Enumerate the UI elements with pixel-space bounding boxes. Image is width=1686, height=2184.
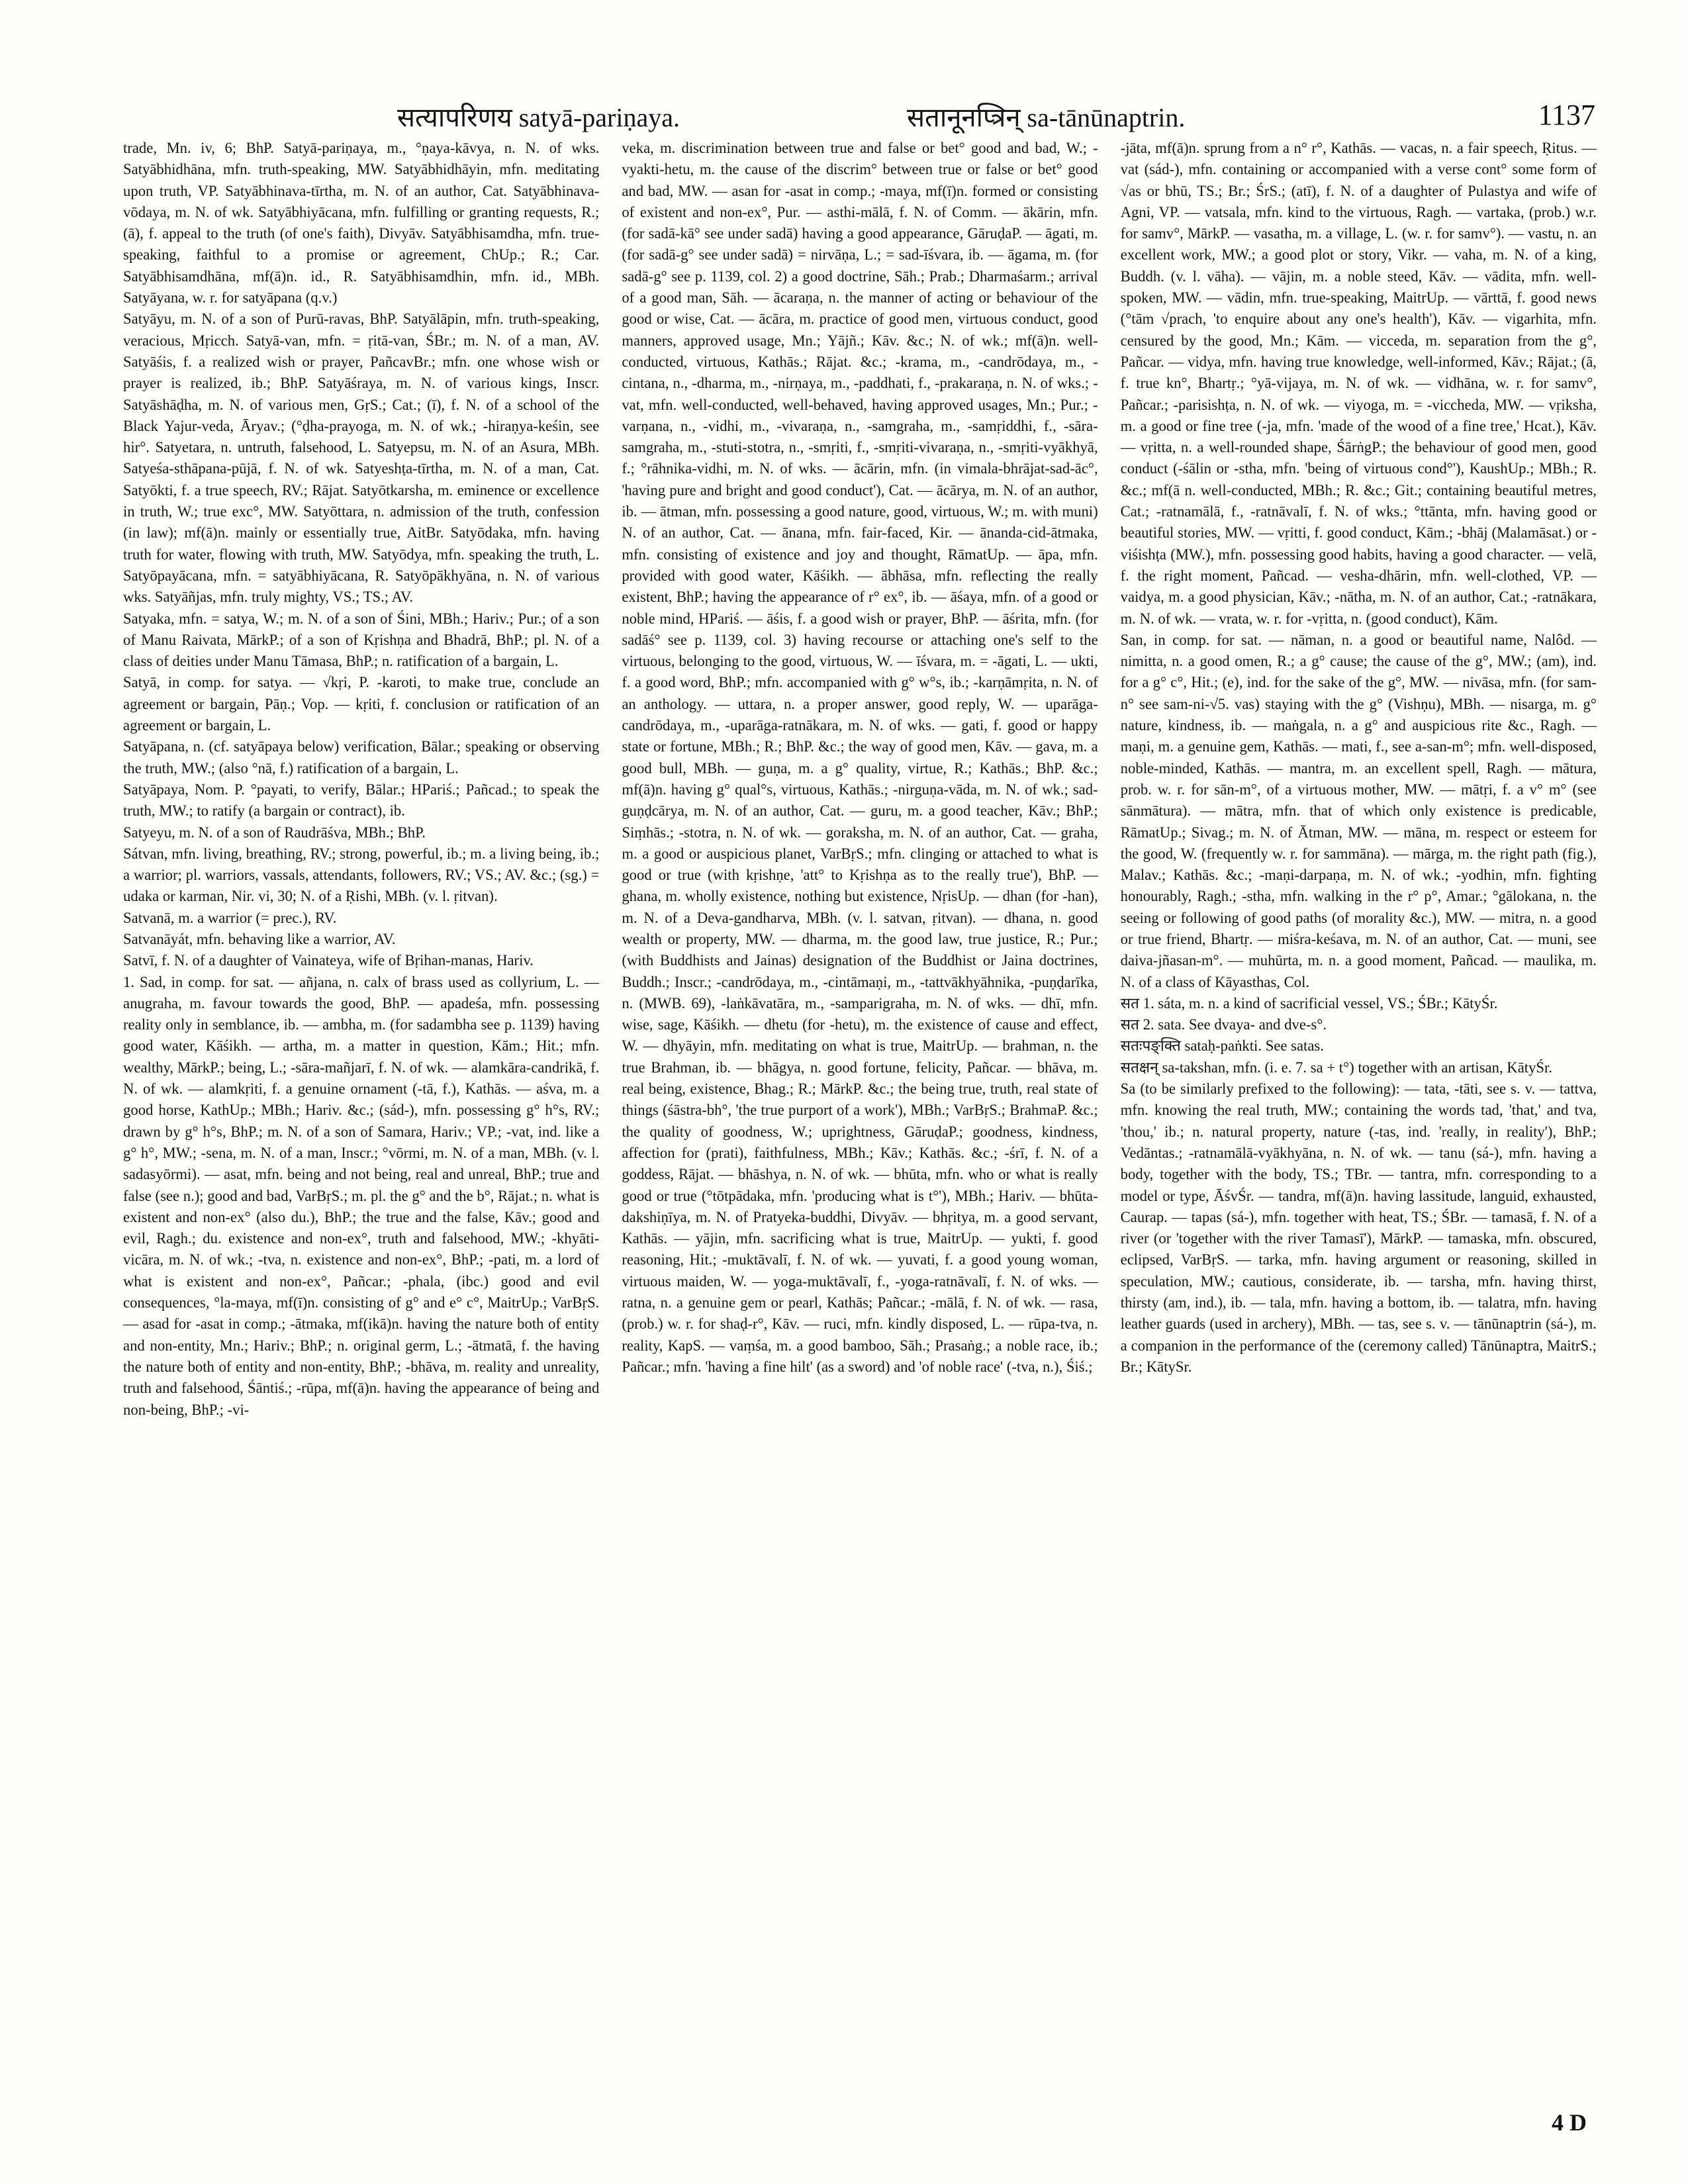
- page-number: 1137: [1538, 99, 1595, 131]
- entry-paragraph: सत 2. sata. See dvaya- and dve-s°.: [1120, 1016, 1327, 1033]
- entry-paragraph: Satyāpana, n. (cf. satyāpaya below) verification, Bālar.; speaking or observing the truth, MW.; (also °nā, f.) ratification of a bargain, L.: [123, 738, 600, 777]
- entry-paragraph: सतःपङ्क्ति sataḥ-paṅkti. See satas.: [1120, 1037, 1324, 1055]
- signature-mark: 4 D: [1552, 2109, 1587, 2136]
- entry-paragraph: सत 1. sáta, m. n. a kind of sacrificial vessel, VS.; ŚBr.; KātyŚr.: [1120, 994, 1498, 1012]
- entry-paragraph: Satvanāyát, mfn. behaving like a warrior, AV.: [123, 930, 396, 947]
- text-columns: [123, 138, 1597, 2124]
- entry-paragraph: Satyāyu, m. N. of a son of Purū-ravas, BhP. Satyālāpin, mfn. truth-speaking, veracious, Mṛicch. Satyā-van, mfn. = ṛitā-van, ŚBr.; m. N. of a man, AV. Satyāśis, f. a realized wish or prayer, PañcavBr.; mfn. one whose wish or prayer is realized, ib.; BhP. Satyāśraya, m. N. of various kings, Inscr. Satyāshāḍha, m. N. of various men, GṛS.; Cat.; (ī), f. N. of a school of the Black Yajur-veda, Āryav.; (°ḍha-prayoga, m. N. of wk.; -hiraṇya-keśin, see hir°. Satyetara, n. untruth, falsehood, L. Satyepsu, m. N. of an Asura, MBh. Satyeśa-sthāpana-pūjā, f. N. of wk. Satyeshṭa-tīrtha, m. N. of a man, Cat. Satyōkti, f. a true speech, RV.; Rājat. Satyōtkarsha, m. eminence or excellence in truth, W.; true exc°, MW. Satyōttara, n. admission of the truth, confession (in law); mf(ā)n. mainly or essentially true, AitBr. Satyōdaka, mfn. having truth for water, flowing with truth, MW. Satyōdya, mfn. speaking the truth, L. Satyōpayācana, mfn. = satyābhiyācana, R. Satyōpākhyāna, n. N. of various wks. Satyāñjas, mfn. truly mighty, VS.; TS.; AV.: [123, 310, 600, 606]
- right-running-headword: सतानूनप्त्रिन् sa-tānūnaptrin.: [907, 103, 1186, 132]
- page-header: [119, 98, 1595, 138]
- entry-paragraph: Sa (to be similarly prefixed to the following): — tata, -tāti, see s. v. — tattva, mfn. knowing the real truth, MW.; containing the words tad, 'that,' and tva, 'thou,' ib.; n. natural property, nature (-tas, ind. 'really, in reality'), BhP.; Vedāntas.; -ratnamālā-vyākhyāna, n. N. of wk. — tanu (sá-), mfn. having a body, together with the body, TS.; TBr. — tantra, mfn. corresponding to a model or type, ĀśvŚr. — tandra, mf(ā)n. having lassitude, languid, exhausted, Caurap. — tapas (sá-), mfn. together with heat, TS.; ŚBr. — tamasā, f. N. of a river (or 'together with the river Tamasī'), MārkP. — tamaska, mfn. obscured, eclipsed, VarBṛS. — tarka, mfn. having argument or reasoning, skilled in speculation, MW.; cautious, considerate, ib. — tarsha, mfn. having thirst, thirsty (am, ind.), ib. — tala, mfn. having a bottom, ib. — talatra, mfn. having leather guards (used in archery), MBh. — tas, see s. v. — tānūnaptrin (sá-), m. a companion in the performance of the (ceremony called) Tānūnaptra, MaitrS.; Br.; KātySr.: [1120, 1080, 1597, 1375]
- column-3: [1121, 138, 1597, 2124]
- entry-paragraph: Satvī, f. N. of a daughter of Vainateya, wife of Bṛihan-manas, Hariv.: [123, 952, 534, 969]
- column-1: [123, 138, 599, 2124]
- entry-paragraph: veka, m. discrimination between true and false or bet° good and bad, W.; -vyakti-hetu, m. the cause of the discrim° between true or false or bet° good and bad, MW. — asan for -asat in comp.; -maya, mf(ī)n. formed or consisting of existent and non-ex°, Pur. — asthi-mālā, f. N. of Comm. — ākārin, mfn. (for sadā-kā° see under sadā) having a good appearance, GāruḍaP. — āgati, m. (for sadā-g° see under sadā) = nirvāṇa, L.; = sad-īśvara, ib. — āgama, m. (for sadā-g° see p. 1139, col. 2) a good doctrine, Sāh.; Prab.; Dharmaśarm.; arrival of a good man, Sāh. — ācaraṇa, n. the manner of acting or behaviour of the good or wise, Cat. — ācāra, m. practice of good men, virtuous conduct, good manners, approved usage, Mn.; Yājñ.; Kāv. &c.; N. of wk.; mf(ā)n. well-conducted, virtuous, Kathās.; Rājat. &c.; -krama, m., -candrōdaya, m., -cintana, n., -dharma, m., -nirṇaya, m., -paddhati, f., -prakaraṇa, n. N. of wks.; -vat, mfn. well-conducted, well-behaved, having approved usages, Mn.; Pur.; -varṇana, n., -vidhi, m., -vivaraṇa, n., -samgraha, m., -samṛiddhi, f., -sāra-samgraha, m., -stuti-stotra, n., -smṛiti, f., -smṛiti-vivaraṇa, n., -smṛiti-vyākhyā, f.; °rāhnika-vidhi, m. N. of wks. — ācārin, mfn. (in vimala-bhrājat-sad-āc°, 'having pure and bright and good conduct'), Cat. — ācārya, m. N. of an author, ib. — ātman, mfn. possessing a good nature, good, virtuous, W.; m. with muni) N. of an author, Cat. — ānana, mfn. fair-faced, Kir. — ānanda-cid-ātmaka, mfn. consisting of existence and joy and thought, RāmatUp. — āpa, mfn. provided with good water, Kāśikh. — ābhāsa, mfn. reflecting the really existent, BhP.; having the appearance of r° ex°, ib. — āśaya, mfn. of a good or noble mind, HPariś. — āśis, f. a good wish or prayer, BhP. — āśrita, mfn. (for sadāś° see p. 1139, col. 3) having recourse or attaching one's self to the virtuous, belonging to the good, virtuous, W. — īśvara, m. = -āgati, L. — ukti, f. a good word, BhP.; mfn. accompanied with g° w°s, ib.; -karṇāmṛita, n. N. of an anthology. — uttara, n. a proper answer, good reply, W. — uparāga-candrōdaya, m., -uparāga-ratnākara, m. N. of wks. — gati, f. good or happy state or fortune, MBh.; R.; BhP. &c.; the way of good men, Kāv. — gava, m. a good bull, MBh. — guṇa, m. a g° quality, virtue, R.; Kathās.; BhP. &c.; mf(ā)n. having g° qual°s, virtuous, Kathās.; -nirguṇa-vāda, m. N. of wk.; sad-guṇḍcārya, m. N. of an author, Cat. — guru, m. a good teacher, Kāv.; BhP.; Siṃhās.; -stotra, n. N. of wk. — goraksha, m. N. of an author, Cat. — graha, m. a good or auspicious planet, VarBṛS.; mfn. clinging or attached to what is good or true (with kṛishṇe, 'att° to Kṛishṇa as to the really true'), BhP. — ghana, m. wholly existence, nothing but existence, NṛisUp. — dhan (for -han), m. N. of a Deva-gandharva, MBh. (v. l. satvan, ṛitvan). — dhana, n. good wealth or property, MW. — dharma, m. the good law, true justice, R.; Pur.; (with Buddhists and Jainas) designation of the Buddhist or Jaina doctrines, Buddh.; Inscr.; -candrōdaya, m., -cintāmaṇi, m., -tattvākhyāhnika, -puṇḍarīka, n. (MWB. 69), -laṅkāvatāra, m., -samparigraha, m. N. of wks. — dhī, mfn. wise, sage, Kāśikh. — dhetu (for -hetu), m. the existence of cause and effect, W. — dhyāyin, mfn. meditating on what is true, MaitrUp. — brahman, n. the true Brahman, ib. — bhāgya, n. good fortune, felicity, Pañcar. — bhāva, m. real being, existence, Bhag.; R.; MārkP. &c.; the being true, truth, real state of things (śāstra-bh°, 'the true purport of a work'), MBh.; VarBṛS.; BrahmaP. &c.; the quality of goodness, W.; uprightness, GāruḍaP.; goodness, kindness, affection for (prati), faithfulness, MBh.; Kāv.; Kathās. &c.; -śrī, f. N. of a goddess, Rājat. — bhāshya, n. N. of wk. — bhūta, mfn. who or what is really good or true (°tōtpādaka, mfn. 'producing what is t°'), MBh.; Hariv. — bhūta-dakshiṇīya, m. N. of Pratyeka-buddhi, Divyāv. — bhṛitya, m. a good servant, Kathās. — yājin, mfn. sacrificing what is true, MaitrUp. — yukti, f. good reasoning, Hit.; -muktāvalī, f. N. of wk. — yuvati, f. a good young woman, virtuous maiden, W. — yoga-muktāvalī, f., -yoga-ratnāvalī, f. N. of wks. — ratna, n. a genuine gem or pearl, Kathās; Pañcar.; -mālā, f. N. of wk. — rasa, (prob.) w. r. for shaḍ-r°, Kāv. — ruci, mfn. kindly disposed, L. — rūpa-tva, n. reality, KapS. — vaṃśa, m. a good bamboo, Sāh.; Prasaṅg.; a noble race, ib.; Pañcar.; mfn. 'having a fine hilt' (as a sword) and 'of noble race' (-tva, n.), Śiś.;: [622, 140, 1098, 1375]
- entry-paragraph: Satyeyu, m. N. of a son of Raudrāśva, MBh.; BhP.: [123, 824, 426, 841]
- left-running-headword: सत्यापरिणय satyā-pariṇaya.: [397, 103, 680, 132]
- column-2: [622, 138, 1098, 2124]
- entry-paragraph: Sátvan, mfn. living, breathing, RV.; strong, powerful, ib.; m. a living being, ib.; a warrior; pl. warriors, vassals, attendants, followers, RV.; VS.; AV. &c.; (sg.) = udaka or karman, Nir. vi, 30; N. of a Ṛishi, MBh. (v. l. ṛitvan).: [123, 845, 600, 905]
- entry-paragraph: 1. Sad, in comp. for sat. — añjana, n. calx of brass used as collyrium, L. — anugraha, m. favour towards the good, BhP. — apadeśa, mfn. possessing reality only in semblance, ib. — ambha, m. (for sadambha see p. 1139) having good water, Kāśikh. — artha, m. a matter in question, Kām.; Hit.; mfn. wealthy, MārkP.; being, L.; -sāra-mañjarī, f. N. of wk. — alamkāra-candrikā, f. N. of wk. — alamkṛiti, f. a genuine ornament (-tā, f.), Kathās. — aśva, m. a good horse, KathUp.; MBh.; Hariv. &c.; (sád-), mfn. possessing g° h°s, RV.; drawn by g° h°s, BhP.; m. N. of a son of Samara, Hariv.; VP.; -vat, ind. like a g° h°, MW.; -sena, m. N. of a man, Inscr.; °vōrmi, m. N. of a man, MBh. (v. l. sadasyōrmi). — asat, mfn. being and not being, real and unreal, BhP.; true and false (see n.); good and bad, VarBṛS.; m. pl. the g° and the b°, Rājat.; n. what is existent and non-ex° (also du.), BhP.; the true and the false, Kāv.; good and evil, Ragh.; du. existence and non-ex°, truth and falsehood, MW.; -khyāti-vicāra, m. N. of wk.; -tva, n. existence and non-ex°, BhP.; -pati, m. a lord of what is existent and non-ex°, Pañcar.; -phala, (ibc.) good and evil consequences, °la-maya, mf(ī)n. consisting of g° and e° c°, MaitrUp.; VarBṛS. — asad for -asat in comp.; -ātmaka, mf(ikā)n. having the nature both of entity and non-entity, Mn.; Hariv.; BhP.; n. original germ, L.; -ātmatā, f. the having the nature both of entity and non-entity, BhP.; -bhāva, m. reality and unreality, truth and falsehood, Śāntiś.; -rūpa, mf(ā)n. having the appearance of being and non-being, BhP.; -vi-: [123, 973, 600, 1418]
- entry-paragraph: Satyaka, mfn. = satya, W.; m. N. of a son of Śini, MBh.; Hariv.; Pur.; of a son of Manu Raivata, MārkP.; of a son of Kṛishṇa and Bhadrā, BhP.; pl. N. of a class of deities under Manu Tāmasa, BhP.; n. ratification of a bargain, L.: [123, 610, 600, 670]
- entry-paragraph: सतक्षन् sa-takshan, mfn. (i. e. 7. sa + t°) together with an artisan, KātyŚr.: [1120, 1059, 1552, 1076]
- entry-paragraph: San, in comp. for sat. — nāman, n. a good or beautiful name, Nalôd. — nimitta, n. a good omen, R.; a g° cause; the cause of the g°, MW.; (am), ind. for a g° c°, Hit.; (e), ind. for the sake of the g°, MW. — nivāsa, mfn. (for sam-n° see sam-ni-√5. vas) staying with the g° (Vishṇu), MBh. — nisarga, m. g° nature, kindness, ib. — maṅgala, n. a g° and auspicious rite &c., Ragh. — maṇi, m. a genuine gem, Kathās. — mati, f., see a-san-m°; mfn. well-disposed, noble-minded, Kathās. — mantra, m. an excellent spell, Ragh. — mātura, prob. w. r. for sān-m°, of a virtuous mother, MW. — mātṛi, f. a v° m° (see sānmātura). — mātra, mfn. that of which only existence is predicable, RāmatUp.; Sivag.; m. N. of Ātman, MW. — māna, m. respect or esteem for the good, W. (frequently w. r. for sammāna). — mārga, m. the right path (fig.), Malav.; Kathās. &c.; -maṇi-darpaṇa, m. N. of wk.; -yodhin, mfn. fighting honourably, Ragh.; -stha, mfn. walking in the r° p°, Amar.; °gālokana, n. the seeing or following of good paths (of morality &c.), MW. — mitra, n. a good or true friend, Bhartṛ. — miśra-keśava, m. N. of an author, Cat. — muni, see daiva-jñasan-m°. — muhūrta, m. n. a good moment, Pañcad. — maulika, m. N. of a class of Kāyasthas, Col.: [1120, 631, 1597, 990]
- entry-paragraph: Satyāpaya, Nom. P. °payati, to verify, Bālar.; HPariś.; Pañcad.; to speak the truth, MW.; to ratify (a bargain or contract), ib.: [123, 781, 600, 820]
- entry-paragraph: trade, Mn. iv, 6; BhP. Satyā-pariṇaya, m., °ṇaya-kāvya, n. N. of wks. Satyābhidhāna, mfn. truth-speaking, MW. Satyābhidhāyin, mfn. meditating upon truth, VP. Satyābhinava-tīrtha, m. N. of an author, Cat. Satyābhinava-vōdaya, m. N. of wk. Satyābhiyācana, mfn. fulfilling or granting requests, R.; (ā), f. appeal to the truth (of one's faith), Divyāv. Satyābhisamdha, mfn. true-speaking, faithful to a promise or agreement, ChUp.; R.; Car. Satyābhisamdhāna, mf(ā)n. id., R. Satyābhisamdhin, mfn. id., MBh. Satyāyana, w. r. for satyāpana (q.v.): [123, 140, 600, 307]
- entry-paragraph: Satvanā, m. a warrior (= prec.), RV.: [123, 909, 337, 926]
- entry-paragraph: Satyā, in comp. for satya. — √kṛi, P. -karoti, to make true, conclude an agreement or bargain, Pāṇ.; Vop. — kṛiti, f. conclusion or ratification of an agreement or bargain, L.: [123, 674, 600, 734]
- entry-paragraph: -jāta, mf(ā)n. sprung from a n° r°, Kathās. — vacas, n. a fair speech, Ṛitus. — vat (sád-), mfn. containing or accompanied with a verse cont° some form of √as or bhū, TS.; Br.; ŚrS.; (atī), f. N. of a daughter of Pulastya and wife of Agni, VP. — vatsala, mfn. kind to the virtuous, Ragh. — vartaka, (prob.) w.r. for samv°, MārkP. — vasatha, m. a village, L. (w. r. for samv°). — vastu, n. an excellent work, MW.; a good plot or story, Vikr. — vaha, m. N. of a king, Buddh. (v. l. vāha). — vājin, m. a noble steed, Kāv. — vādita, mfn. well-spoken, MW. — vādin, mfn. true-speaking, MaitrUp. — vārttā, f. good news (°tām √prach, 'to enquire about any one's health'), Kāv. — vigarhita, mfn. censured by the good, Mn.; Kām. — vicceda, m. separation from the g°, Pañcar. — vidya, mfn. having true knowledge, well-informed, Kāv.; Rājat.; (ā, f. true kn°, Bhartṛ.; °yā-vijaya, m. N. of wk. — vidhāna, w. r. for samv°, Pañcar.; -parisishṭa, n. N. of wk. — viyoga, m. = -viccheda, MW. — vṛiksha, m. a good or fine tree (-ja, mfn. 'made of the wood of a fine tree,' Hcat.), Kāv. — vṛitta, n. a well-rounded shape, ŚārṅgP.; the behaviour of good men, good conduct (-śālin or -stha, mfn. 'being of virtuous cond°'), KaushUp.; MBh.; R. &c.; mf(ā n. well-conducted, MBh.; R. &c.; Git.; containing beautiful metres, Cat.; -ratnamālā, f., -ratnāvalī, f. N. of wks.; °ttānta, mfn. having good or beautiful stories, MW. — vṛitti, f. good conduct, Kām.; -bhāj (Malamāsat.) or -viśishṭa (MW.), mfn. possessing good habits, having a good character. — velā, f. the right moment, Pañcad. — vesha-dhārin, mfn. well-clothed, VP. — vaidya, m. a good physician, Kāv.; -nātha, m. N. of an author, Cat.; -ratnākara, m. N. of wk. — vrata, w. r. for -vṛitta, n. (good conduct), Kām.: [1120, 140, 1597, 627]
